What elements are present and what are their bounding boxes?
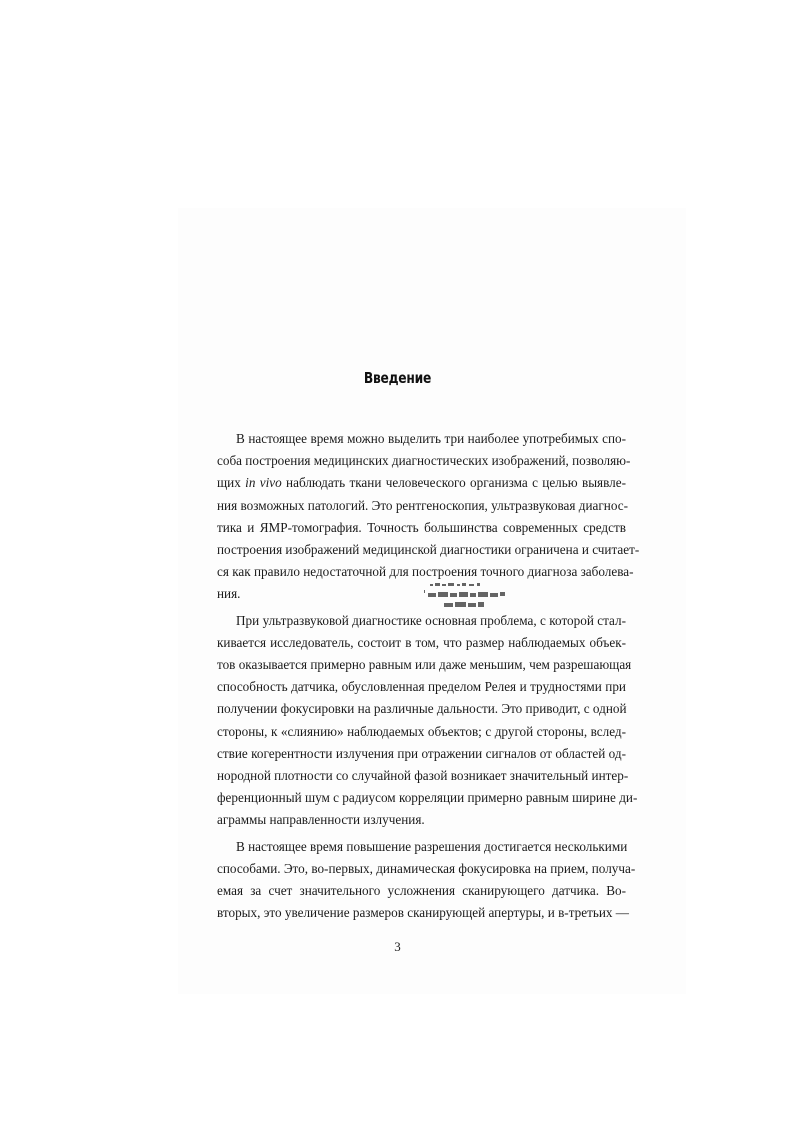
paragraph-3 bbox=[198, 836, 636, 925]
text-line: В настоящее время повышение разрешения достигается несколькими bbox=[236, 838, 628, 854]
text-line: кивается исследователь, состоит в том, что размер наблюдаемых объек- bbox=[217, 634, 626, 650]
text-line: нородной плотности со случайной фазой возникает значительный интер- bbox=[217, 768, 629, 784]
text-line: способность датчика, обусловленная пределом Релея и трудностями при bbox=[217, 679, 626, 695]
text-line: При ультразвуковой диагностике основная проблема, с которой стал- bbox=[236, 612, 626, 628]
text-line: вторых, это увеличение размеров сканирующей апертуры, и в-третьих — bbox=[217, 905, 629, 921]
text-line: емая за счет значительного усложнения сканирующего датчика. Во- bbox=[217, 883, 626, 899]
text-line: щих in vivo наблюдать ткани человеческого организма с целью выявле- bbox=[217, 475, 626, 491]
paragraph-1 bbox=[198, 428, 640, 606]
library-stamp bbox=[424, 580, 534, 612]
text-line: тика и ЯМР-томография. Точность большинства современных средств bbox=[217, 519, 626, 535]
text-line: аграммы направленности излучения. bbox=[217, 812, 425, 828]
italic-term: in vivo bbox=[245, 475, 282, 491]
text-line: соба построения медицинских диагностических изображений, позволяю- bbox=[217, 453, 631, 469]
text-line: способами. Это, во-первых, динамическая фокусировка на прием, получа- bbox=[217, 860, 636, 876]
text-line: ния. bbox=[217, 586, 241, 602]
text-line: построения изображений медицинской диагностики ограничена и считает- bbox=[217, 542, 640, 558]
text-line: ся как правило недостаточной для построения точного диагноза заболева- bbox=[217, 564, 634, 580]
text-line: ния возможных патологий. Это рентгеноскопия, ультразвуковая диагнос- bbox=[217, 497, 629, 513]
text-line: стороны, к «слиянию» наблюдаемых объектов; с другой стороны, вслед- bbox=[217, 723, 626, 739]
text-line: тов оказывается примерно равным или даже меньшим, чем разрешающая bbox=[217, 657, 632, 673]
text-line: получении фокусировки на различные дальности. Это приводит, с одной bbox=[217, 701, 627, 717]
text-line: ствие когерентности излучения при отражении сигналов от областей од- bbox=[217, 745, 626, 761]
paragraph-2 bbox=[198, 610, 638, 832]
text-line: ференционный шум с радиусом корреляции примерно равным ширине ди- bbox=[217, 790, 638, 806]
text-line: В настоящее время можно выделить три наиболее употребимых спо- bbox=[236, 431, 626, 446]
page-number: 3 bbox=[394, 939, 401, 954]
body-text bbox=[198, 428, 640, 928]
page-title: Введение bbox=[363, 369, 432, 387]
